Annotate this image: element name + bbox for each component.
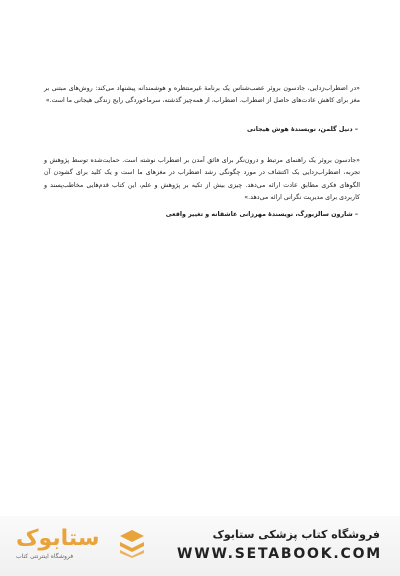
quote-2-author: – شارون سالزبورگ، نویسندهٔ مهرزانی عاشقانه و تغییر واقعی	[165, 211, 358, 218]
quote-1-author: – دنیل گلمن، نویسندهٔ هوش هیجانی	[247, 126, 358, 133]
quote-2	[44, 155, 360, 205]
store-url[interactable]: WWW.SETABOOK.COM	[177, 546, 382, 562]
quote-1-text: «در اضطراب‌زدایی، جادسون بروئر عصب‌شناس یک برنامهٔ غیرمنتظره و هوشمندانه پیشنهاد می‌کند: روش‌های مبتنی بر مغز برای کاهش عادت‌های حاصل از اضطراب. اضطراب، از همه‌چیز گذشته، سرماخوردگی رایج زندگی هیجانی ما است.»	[44, 85, 360, 105]
logo-tagline: فروشگاه اینترنتی کتاب	[16, 553, 74, 560]
store-footer	[0, 516, 400, 576]
logo-wordmark: ستابوک	[16, 526, 100, 551]
quote-1	[44, 83, 360, 108]
quote-2-text: «جادسون بروئر یک راهنمای مرتبط و درون‌نگر برای فائق آمدن بر اضطراب نوشته است. حمایت‌شده توسط پژوهش و تجربه، اضطراب‌زدایی یک اکتشاف در مورد چگونگی رشد اضطراب در مغزهای ما است و یک کلید برای گشودن آن الگوهای فکری مطابق عادت ارائه می‌دهد. چیزی بیش از تکیه بر پژوهش و علم، این کتاب قدم‌هایی مخاطب‌پسند و کاربردی برای مدیریت نگرانی ارائه می‌دهد.»	[44, 157, 360, 202]
store-logo	[16, 526, 146, 566]
book-icon	[118, 528, 146, 558]
store-name: فروشگاه کتاب پزشکی ستابوک	[212, 528, 380, 541]
